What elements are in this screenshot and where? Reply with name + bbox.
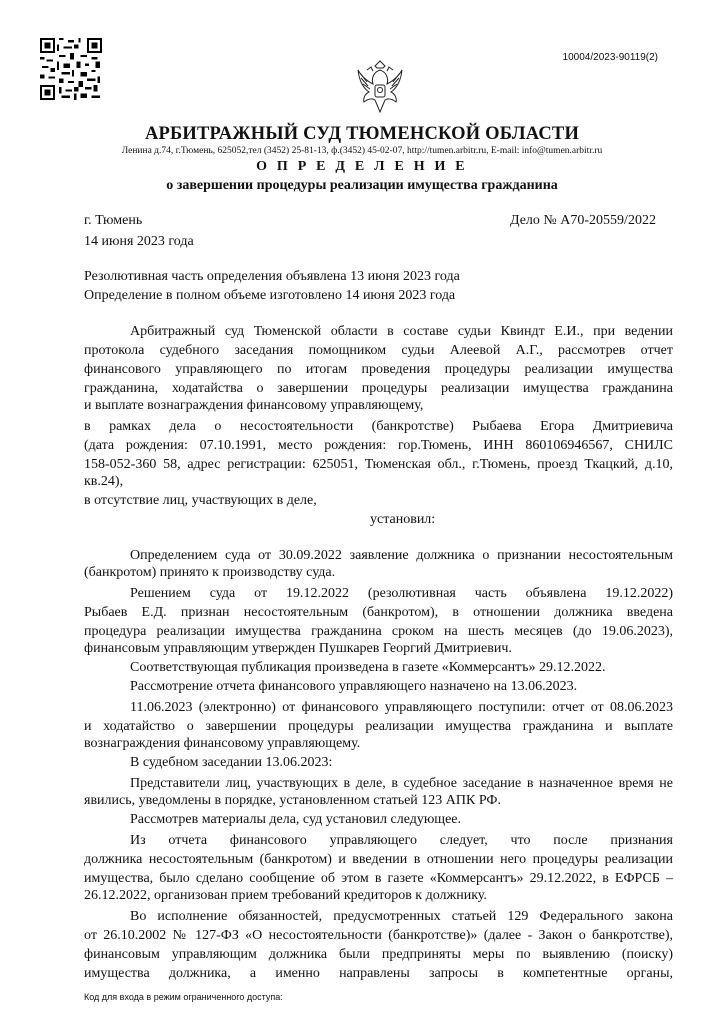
coat-of-arms-emblem	[355, 58, 405, 118]
text-line: (дата рождения: 07.10.1991, место рождения: гор.Тюмень, ИНН 860106946567, СНИЛС	[84, 438, 673, 453]
text-line: протокола судебного заседания помощником судьи Алеевой А.Г., рассмотрев отчет	[84, 343, 673, 358]
text-line: 158-052-360 58, адрес регистрации: 625051, Тюменская обл., г.Тюмень, проезд Ткацкий, д.10,	[84, 457, 673, 472]
text-line: Определением суда от 30.09.2022 заявление должника о признании несостоятельным	[130, 548, 673, 563]
city: г. Тюмень	[84, 213, 143, 228]
text-line: 11.06.2023 (электронно) от финансового управляющего поступили: отчет от 08.06.2023	[130, 700, 673, 715]
text-line: и выплате вознаграждения финансовому управляющему,	[84, 398, 424, 413]
text-line: финансовым управляющим утвержден Пушкарев Георгий Дмитриевич.	[84, 641, 512, 656]
text-line: Из отчета финансового управляющего следует, что после признания	[130, 833, 673, 848]
text-line: от 26.10.2002 № 127-ФЗ «О несостоятельности (банкротстве)» (далее - Закон о банкротстве),	[84, 928, 673, 943]
document-type-heading: О П Р Е Д Е Л Е Н И Е	[256, 159, 468, 174]
text-line: явились, уведомлены в порядке, установленном статьей 123 АПК РФ.	[84, 793, 501, 808]
text-line: Арбитражный суд Тюменской области в составе судьи Квиндт Е.И., при ведении	[130, 324, 673, 339]
text-line: Рыбаев Е.Д. признан несостоятельным (банкротом), в отношении должника введена	[84, 605, 673, 620]
text-line: финансового управляющего по итогам проведения процедуры реализации имущества	[84, 362, 673, 377]
text-line: финансовым управляющим должника были предприняты меры по выявлению (поиску)	[84, 947, 673, 962]
case-reference-number: 10004/2023-90119(2)	[562, 52, 658, 63]
text-line: и ходатайство о завершении процедуры реализации имущества гражданина и выплате	[84, 719, 673, 734]
text-line: Рассмотрение отчета финансового управляющего назначено на 13.06.2023.	[130, 679, 578, 694]
text-line: Рассмотрев материалы дела, суд установил следующее.	[130, 812, 462, 827]
text-line: имущества должника, а именно направлены запросы в компетентные органы,	[84, 966, 673, 981]
text-line: гражданина, ходатайства о завершении процедуры реализации имущества гражданина	[84, 381, 673, 396]
text-line: имущества, было сделано сообщение об этом в газете «Коммерсантъ» 29.12.2022, в ЕФРСБ –	[84, 871, 673, 886]
text-line: 26.12.2022, организован прием требований кредиторов к должнику.	[84, 888, 487, 903]
text-line: кв.24),	[84, 474, 124, 489]
decision-date: 14 июня 2023 года	[84, 234, 194, 249]
text-line: Соответствующая публикация произведена в газете «Коммерсантъ» 29.12.2022.	[130, 660, 606, 675]
text-line: в отсутствие лиц, участвующих в деле,	[84, 493, 317, 508]
text-line: вознаграждения финансовому управляющему.	[84, 736, 361, 751]
access-code-label: Код для входа в режим ограниченного доступа:	[84, 992, 283, 1002]
qr-code	[40, 38, 102, 100]
text-line: процедура реализации имущества гражданина сроком на шесть месяцев (до 19.06.2023),	[84, 624, 673, 639]
case-number: Дело № А70-20559/2022	[510, 213, 656, 228]
text-line: Во исполнение обязанностей, предусмотренных статьей 129 Федерального закона	[130, 909, 673, 924]
resolution-announced-line: Резолютивная часть определения объявлена 13 июня 2023 года	[84, 269, 460, 284]
court-name: АРБИТРАЖНЫЙ СУД ТЮМЕНСКОЙ ОБЛАСТИ	[144, 124, 580, 144]
court-address: Ленина д.74, г.Тюмень, 625052,тел (3452) 25-81-13, ф.(3452) 45-02-07, http://tumen.arbitr.ru, E-mail: info@tumen.arbitr.ru	[121, 146, 603, 156]
full-text-made-line: Определение в полном объеме изготовлено 14 июня 2023 года	[84, 288, 456, 303]
established-heading: установил:	[370, 512, 436, 527]
text-line: (банкротом) принято к производству суда.	[84, 565, 336, 580]
text-line: Решением суда от 19.12.2022 (резолютивная часть объявлена 19.12.2022)	[130, 586, 673, 601]
text-line: в рамках дела о несостоятельности (банкротстве) Рыбаева Егора Дмитриевича	[84, 419, 673, 434]
text-line: должника несостоятельным (банкротом) и введении в отношении него процедуры реализации	[84, 852, 673, 867]
document-subject: о завершении процедуры реализации имущества гражданина	[166, 178, 558, 193]
text-line: В судебном заседании 13.06.2023:	[130, 755, 333, 770]
text-line: Представители лиц, участвующих в деле, в судебное заседание в назначенное время не	[130, 776, 673, 791]
